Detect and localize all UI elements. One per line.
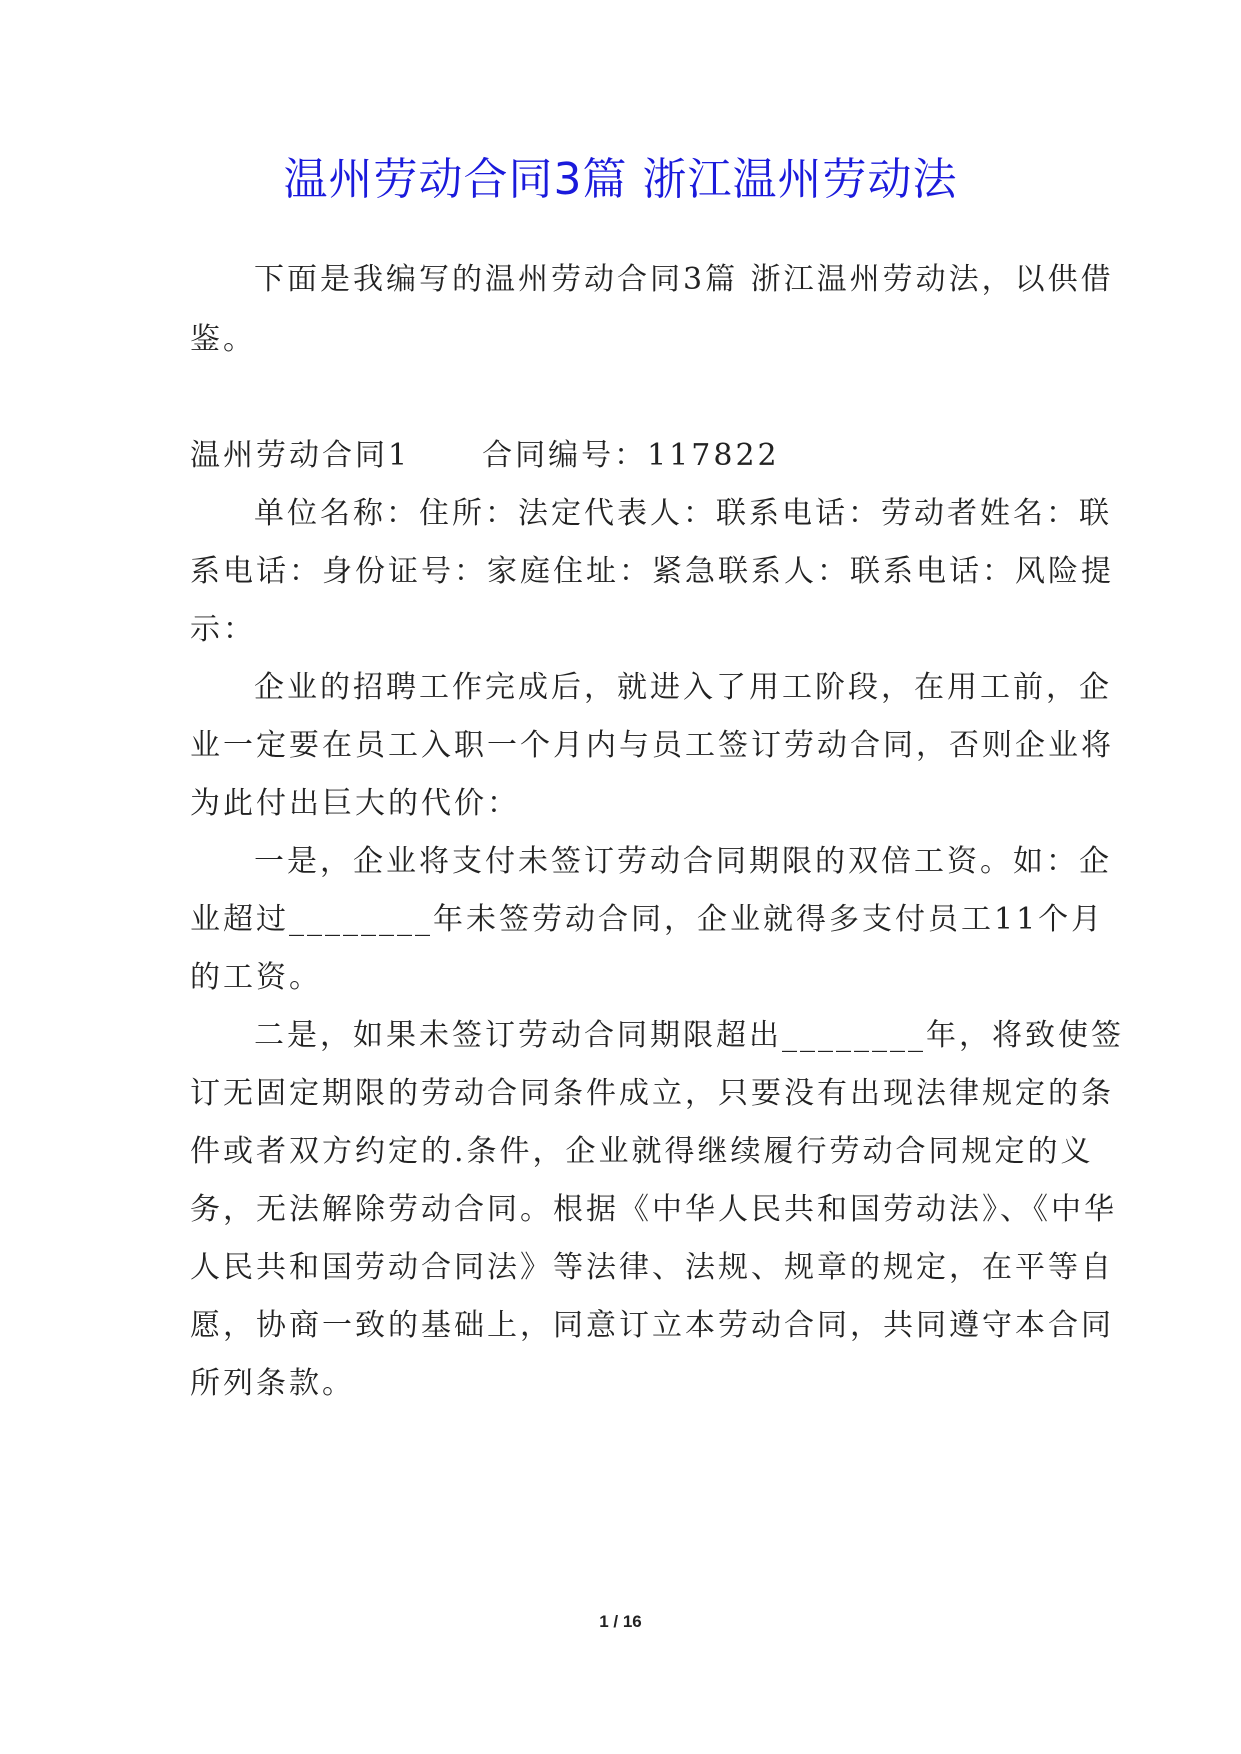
para2-line-2: 业一定要在员工入职一个月内与员工签订劳动合同，否则企业将 <box>190 728 1114 763</box>
contract-number: 合同编号：117822 <box>482 438 780 473</box>
para3-line-3: 的工资。 <box>190 960 322 995</box>
para4-line-7: 所列条款。 <box>190 1366 355 1401</box>
para4-line-5: 人民共和国劳动合同法》等法律、法规、规章的规定，在平等自 <box>190 1250 1114 1285</box>
contract-heading-line <box>190 436 780 476</box>
page-number: 1 / 16 <box>599 1612 642 1631</box>
para4-line-6: 愿，协商一致的基础上，同意订立本劳动合同，共同遵守本合同 <box>190 1308 1114 1343</box>
para1-line-1: 单位名称：住所：法定代表人：联系电话：劳动者姓名：联 <box>254 496 1112 531</box>
para4-line-2: 订无固定期限的劳动合同条件成立，只要没有出现法律规定的条 <box>190 1076 1114 1111</box>
intro-line-1: 下面是我编写的温州劳动合同3篇 浙江温州劳动法，以供借 <box>254 262 1114 297</box>
para4-line-3: 件或者双方约定的.条件，企业就得继续履行劳动合同规定的义 <box>190 1134 1094 1169</box>
para4-line-1: 二是，如果未签订劳动合同期限超出________年，将致使签 <box>254 1018 1124 1053</box>
para2-line-1: 企业的招聘工作完成后，就进入了用工阶段，在用工前，企 <box>254 670 1112 705</box>
intro-line-2: 鉴。 <box>190 322 256 357</box>
para4-line-4: 务，无法解除劳动合同。根据《中华人民共和国劳动法》、《中华 <box>190 1192 1117 1227</box>
para3-line-2: 业超过________年未签劳动合同，企业就得多支付员工11个月 <box>190 902 1105 937</box>
para1-line-2: 系电话：身份证号：家庭住址：紧急联系人：联系电话：风险提 <box>190 554 1114 589</box>
para1-line-3: 示： <box>190 612 256 647</box>
contract-heading: 温州劳动合同1 <box>190 438 411 473</box>
document-title: 温州劳动合同3篇 浙江温州劳动法 <box>283 154 958 205</box>
para3-line-1: 一是，企业将支付未签订劳动合同期限的双倍工资。如：企 <box>254 844 1112 879</box>
para2-line-3: 为此付出巨大的代价： <box>190 786 520 821</box>
